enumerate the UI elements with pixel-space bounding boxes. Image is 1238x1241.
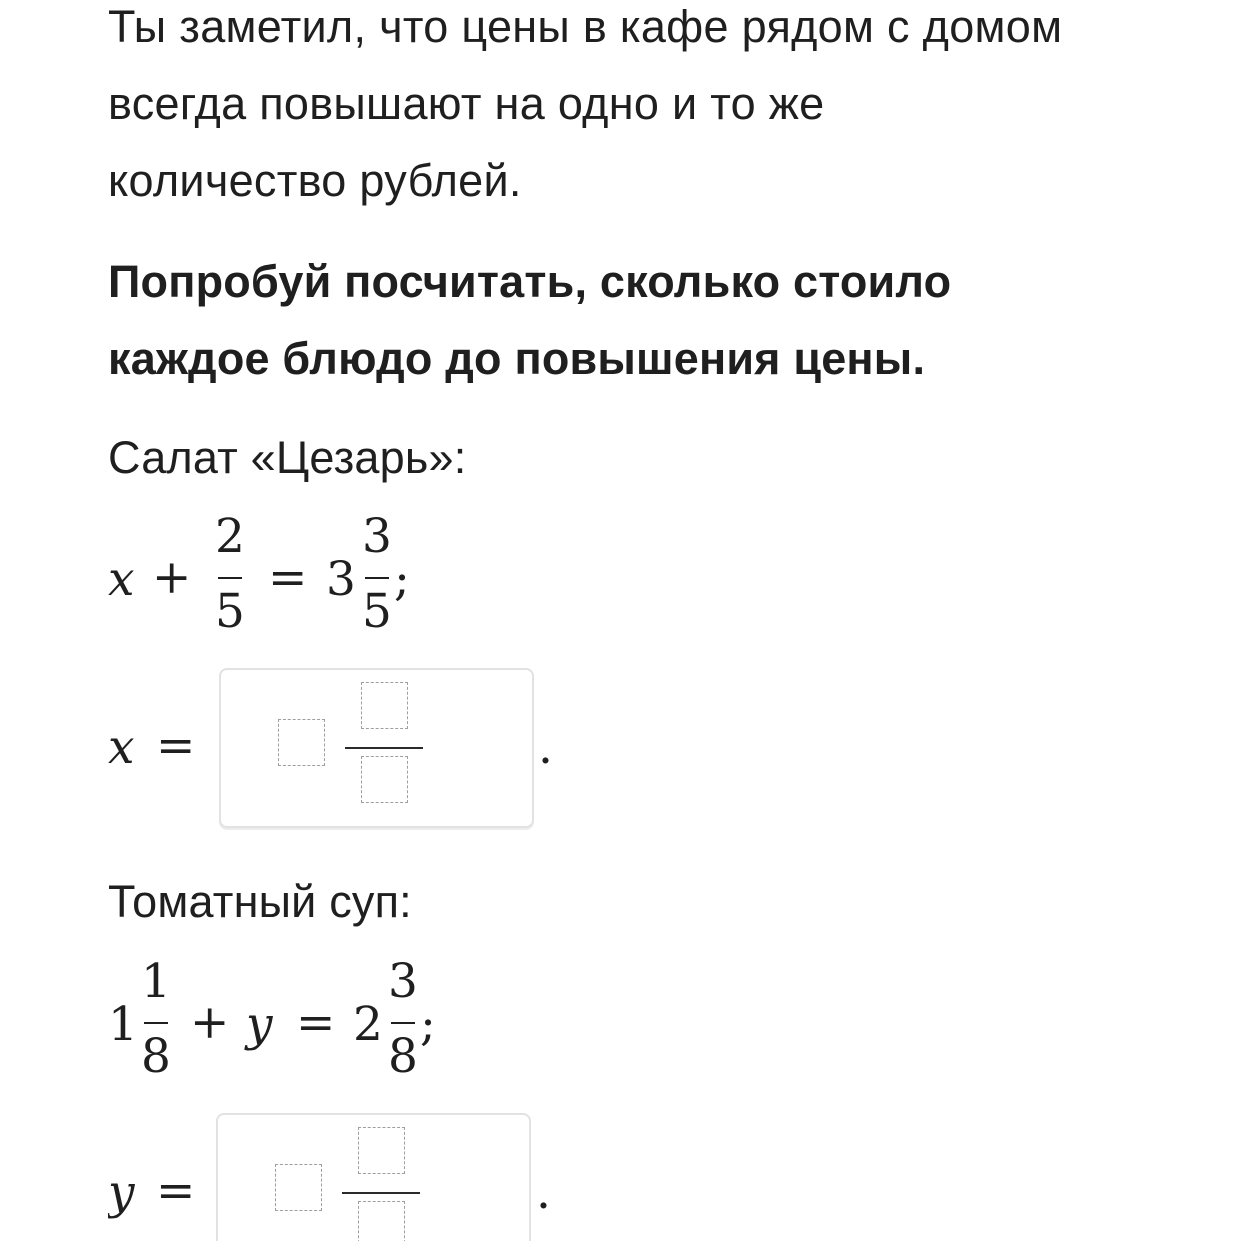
task-line-2: каждое блюдо до повышения цены. [108, 333, 926, 384]
eq2-plus: + [190, 995, 230, 1050]
problem-1-label: Салат «Цезарь»: [108, 432, 467, 483]
problem-2-equation [108, 955, 528, 1095]
answer-1-input-box[interactable] [219, 668, 534, 828]
eq2-rhs-bar [391, 1022, 415, 1024]
eq1-rhs-den: 5 [362, 584, 392, 639]
eq2-lhs-bar [144, 1022, 168, 1024]
problem-2-answer-row [108, 1110, 568, 1241]
eq2-rhs-fraction [388, 955, 418, 1085]
eq2-whole: 2 [353, 997, 383, 1052]
eq1-rhs-num: 3 [362, 509, 392, 564]
problem-2-label: Томатный суп: [108, 876, 412, 927]
answer-1-var: x [108, 720, 135, 775]
eq2-equals: = [296, 995, 336, 1050]
answer-2-equals: = [156, 1163, 196, 1218]
answer-2-period: . [536, 1165, 551, 1220]
answer-1-whole-slot[interactable] [278, 719, 325, 766]
intro-line-3: количество рублей. [108, 155, 522, 206]
answer-1-period: . [538, 720, 553, 775]
eq2-lhs-num: 1 [141, 954, 171, 1009]
answer-1-fraction-bar [345, 747, 423, 749]
eq2-lhs-whole: 1 [108, 997, 138, 1052]
answer-2-input-box[interactable] [216, 1113, 531, 1241]
answer-2-denominator-slot[interactable] [358, 1201, 405, 1241]
answer-2-var: y [108, 1165, 135, 1220]
answer-2-numerator-slot[interactable] [358, 1127, 405, 1174]
intro-line-2: всегда повышают на одно и то же [108, 78, 825, 129]
eq1-frac-den: 5 [215, 584, 245, 639]
eq2-var: y [246, 997, 273, 1052]
eq2-semicolon: ; [420, 997, 436, 1052]
eq2-lhs-fraction [141, 955, 171, 1085]
eq1-whole: 3 [326, 552, 356, 607]
eq2-rhs-den: 8 [388, 1029, 418, 1084]
eq1-fraction [215, 510, 245, 640]
eq1-frac-bar [218, 577, 242, 579]
eq1-var: x [108, 552, 135, 607]
eq1-rhs-fraction [362, 510, 392, 640]
answer-2-whole-slot[interactable] [275, 1164, 322, 1211]
eq1-plus: + [152, 550, 192, 605]
answer-1-equals: = [156, 718, 196, 773]
eq2-lhs-den: 8 [141, 1029, 171, 1084]
eq2-rhs-num: 3 [388, 954, 418, 1009]
task-line-1: Попробуй посчитать, сколько стоило [108, 256, 952, 307]
problem-1-answer-row [108, 665, 568, 835]
eq1-rhs-bar [365, 577, 389, 579]
eq1-frac-num: 2 [215, 509, 245, 564]
intro-line-1: Ты заметил, что цены в кафе рядом с домом [108, 1, 1063, 52]
eq1-semicolon: ; [394, 552, 410, 607]
problem-1-equation [108, 510, 508, 650]
answer-1-numerator-slot[interactable] [361, 682, 408, 729]
answer-2-fraction-bar [342, 1192, 420, 1194]
task-text [108, 243, 1168, 397]
intro-text [108, 0, 1168, 219]
answer-1-denominator-slot[interactable] [361, 756, 408, 803]
eq1-equals: = [268, 550, 308, 605]
